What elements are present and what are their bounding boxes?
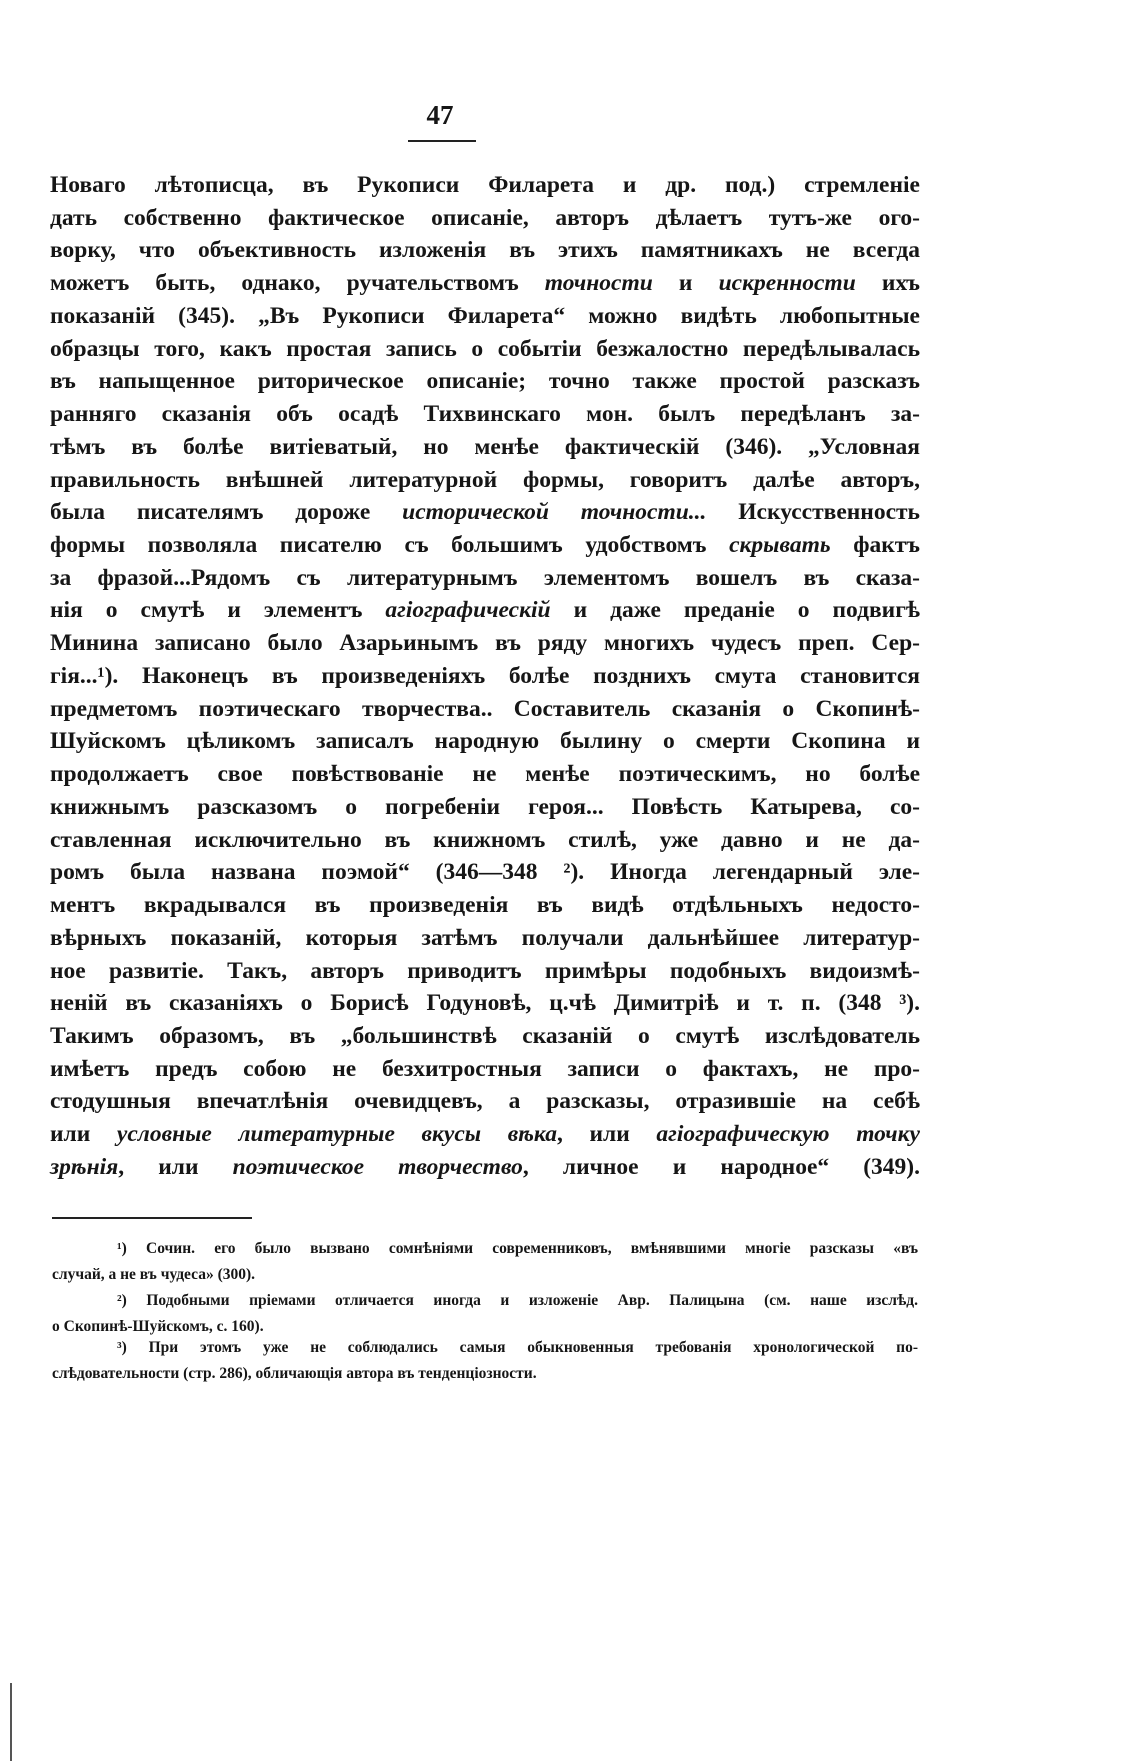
footnote-line	[52, 1365, 918, 1389]
body-line	[50, 761, 920, 794]
text-run: , или	[118, 1153, 233, 1180]
text-run: ментъ вкрадывался въ произведенія въ видѣ отдѣльныхъ недосто-	[50, 892, 920, 919]
footnote-line	[52, 1266, 918, 1290]
italic-emphasis: точности	[544, 270, 653, 297]
footnote-text: о Скопинѣ-Шуйскомъ, с. 160).	[52, 1318, 264, 1335]
body-line	[50, 499, 920, 532]
body-line	[50, 565, 920, 598]
body-line	[50, 925, 920, 958]
body-line	[50, 597, 920, 630]
text-run: ихъ	[855, 270, 920, 297]
body-line	[50, 172, 920, 205]
text-run: нія о смутѣ и элементъ	[50, 597, 386, 624]
body-line	[50, 401, 920, 434]
text-run: была писателямъ дороже	[50, 499, 403, 526]
footnote-text: Сочин. его было вызвано сомнѣніями современниковъ, вмѣнявшими многіе разсказы «въ	[146, 1240, 918, 1257]
text-run: имѣетъ предъ собою не безхитростныя записи о фактахъ, не про-	[50, 1055, 920, 1082]
body-line	[50, 1088, 920, 1121]
text-run: ставленная исключительно въ книжномъ стилѣ, уже давно и не да-	[50, 826, 920, 853]
body-line	[50, 892, 920, 925]
italic-emphasis: агіографическую точку	[656, 1121, 920, 1148]
body-line	[50, 794, 920, 827]
footnote-text: Подобными пріемами отличается иногда и изложеніе Авр. Палицына (см. наше изслѣд.	[146, 1292, 918, 1309]
text-run: стодушныя впечатлѣнія очевидцевъ, а разсказы, отразившіе на себѣ	[50, 1088, 920, 1115]
text-run: ранняго сказанія объ осадѣ Тихвинскаго мон. былъ передѣланъ за-	[50, 401, 920, 428]
body-line	[50, 467, 920, 500]
text-run: дать собственно фактическое описаніе, авторъ дѣлаетъ тутъ-же ого-	[50, 204, 920, 231]
scan-edge-mark	[10, 1683, 12, 1761]
text-run: Новаго лѣтописца, въ Рукописи Филарета и др. под.) стремленіе	[50, 172, 920, 198]
text-run: въ напыщенное риторическое описаніе; точно также простой разсказъ	[50, 368, 920, 395]
text-run: и даже преданіе о подвигѣ	[550, 597, 920, 624]
text-run: вѣрныхъ показаній, которыя затѣмъ получали дальнѣйшее литератур-	[50, 924, 920, 951]
body-line	[50, 1154, 920, 1187]
text-run: ромъ была названа поэмой“ (346—348 ²). Иногда легендарный эле-	[50, 859, 920, 886]
body-line	[50, 859, 920, 892]
text-run: фактъ	[830, 532, 920, 559]
body-line	[50, 270, 920, 303]
footnote-text: При этомъ уже не соблюдались самыя обыкновенныя требованія хронологической по-	[148, 1339, 919, 1356]
footnote-text: слѣдовательности (стр. 286), обличающія автора въ тенденціозности.	[52, 1365, 537, 1382]
text-run: Такимъ образомъ, въ „большинствѣ сказаній о смутѣ изслѣдователь	[50, 1022, 920, 1049]
text-run: , личное и народное“ (349).	[522, 1153, 921, 1180]
text-run: ное развитіе. Такъ, авторъ приводитъ примѣры подобныхъ видоизмѣ-	[50, 957, 920, 984]
text-run: или	[50, 1121, 117, 1148]
footnote-text: случай, а не въ чудеса» (300).	[52, 1266, 256, 1283]
body-line	[50, 303, 920, 336]
text-run: формы позволяла писателю съ большимъ удобствомъ	[50, 532, 730, 559]
text-run: Шуйскомъ цѣликомъ записалъ народную былину о смерти Скопина и	[50, 728, 920, 755]
text-run: продолжаетъ свое повѣствованіе не менѣе поэтическимъ, но болѣе	[50, 761, 920, 788]
text-run: можетъ быть, однако, ручательствомъ	[50, 270, 545, 297]
body-line	[50, 827, 920, 860]
body-line	[50, 336, 920, 369]
text-run: образцы того, какъ простая запись о событіи безжалостно передѣлывалась	[50, 335, 920, 362]
italic-emphasis: зрѣнія	[50, 1153, 119, 1180]
footnote-separator	[52, 1217, 252, 1219]
italic-emphasis: искренности	[718, 270, 856, 297]
body-line	[50, 205, 920, 238]
body-line	[50, 696, 920, 729]
page-number: 47	[426, 100, 454, 130]
footnote-marker: ³)	[117, 1339, 127, 1356]
text-run: Минина записано было Азарьинымъ въ ряду многихъ чудесъ преп. Сер-	[50, 630, 920, 657]
body-line	[50, 1023, 920, 1056]
footnote-marker: ²)	[117, 1292, 127, 1309]
text-run: Искусственность	[706, 499, 920, 526]
text-run: и	[652, 270, 719, 297]
text-run: тѣмъ въ болѣе витіеватый, но менѣе фактическій (346). „Условная	[50, 433, 920, 460]
body-line	[50, 630, 920, 663]
page-number-underline	[408, 140, 476, 142]
italic-emphasis: условные литературные вкусы вѣка	[116, 1121, 557, 1148]
body-line	[50, 434, 920, 467]
body-line	[50, 1121, 920, 1154]
italic-emphasis: поэтическое творчество	[232, 1153, 523, 1180]
text-run: гія...¹). Наконецъ въ произведеніяхъ болѣе позднихъ смута становится	[50, 662, 920, 689]
italic-emphasis: агіографическій	[385, 597, 551, 624]
body-line	[50, 663, 920, 696]
text-run: книжнымъ разсказомъ о погребеніи героя... Повѣсть Катырева, со-	[50, 793, 920, 820]
text-run: правильность внѣшней литературной формы, говоритъ далѣе авторъ,	[50, 466, 920, 493]
body-line	[50, 728, 920, 761]
text-run: показаній (345). „Въ Рукописи Филарета“ можно видѣть любопытные	[50, 302, 920, 329]
body-line	[50, 990, 920, 1023]
text-run: , или	[556, 1121, 657, 1148]
body-line	[50, 958, 920, 991]
body-line	[50, 368, 920, 401]
footnote-line	[117, 1240, 918, 1264]
body-line	[50, 532, 920, 565]
text-run: неній въ сказаніяхъ о Борисѣ Годуновѣ, ц.чѣ Димитріѣ и т. п. (348 ³).	[50, 990, 920, 1017]
footnote-marker: ¹)	[117, 1240, 127, 1257]
italic-emphasis: исторической точности...	[402, 499, 707, 526]
text-run: ворку, что объективность изложенія въ этихъ памятникахъ не всегда	[50, 237, 920, 264]
text-run: предметомъ поэтическаго творчества.. Составитель сказанія о Скопинѣ-	[50, 695, 920, 722]
body-line	[50, 237, 920, 270]
footnote-line	[117, 1292, 918, 1316]
footnote-line	[117, 1339, 918, 1363]
body-line	[50, 1056, 920, 1089]
italic-emphasis: скрывать	[729, 532, 831, 559]
text-run: за фразой...Рядомъ съ литературнымъ элементомъ вошелъ въ сказа-	[50, 564, 920, 591]
